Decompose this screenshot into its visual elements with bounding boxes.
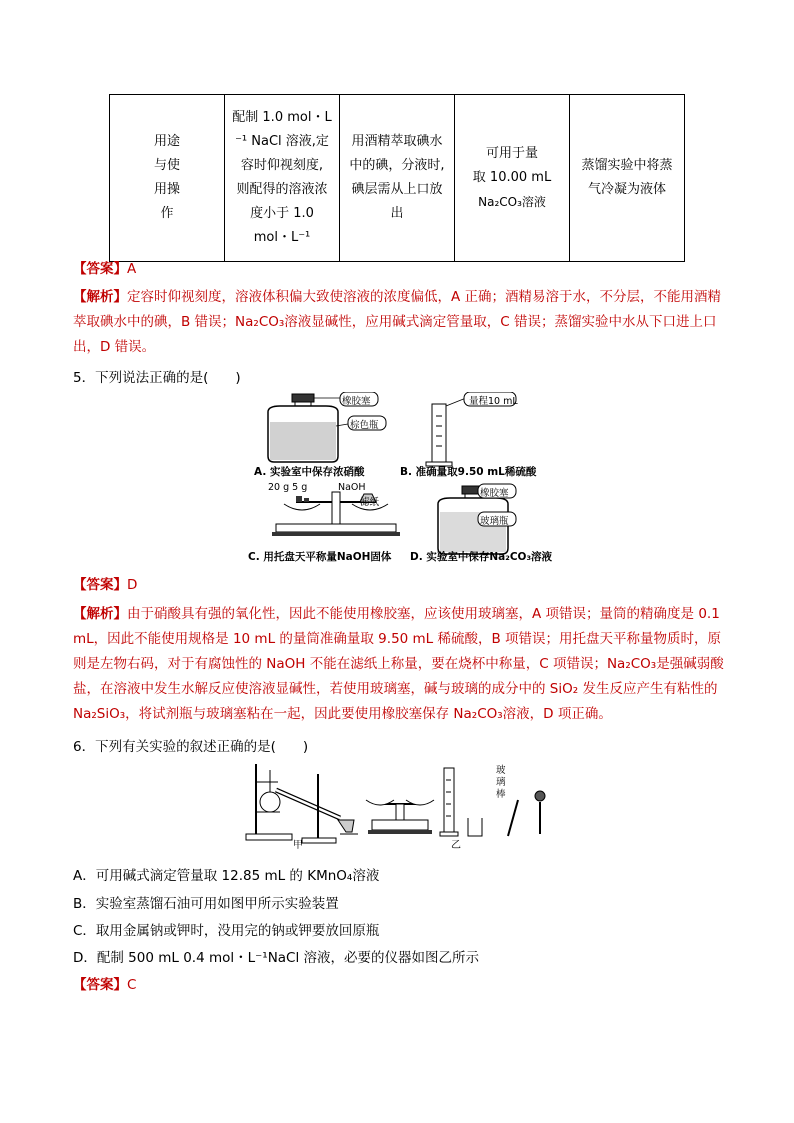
label-brown-bottle: 棕色瓶	[350, 420, 379, 431]
cell-line: 取 10.00 mL	[472, 170, 552, 185]
cell-line: 可用于量	[485, 146, 538, 161]
q6-figure	[240, 760, 560, 850]
table-cell-c	[455, 95, 570, 262]
cell-line: 蒸馏实验中将蒸	[581, 158, 673, 173]
label-naoh: NaOH	[338, 482, 366, 493]
label-jia: 甲	[293, 840, 303, 851]
cell-line: 容时仰视刻度,	[240, 158, 324, 173]
cell-line: ⁻¹ NaCl 溶液,定	[235, 134, 329, 149]
answer-value: C	[127, 977, 137, 993]
table-cell-usage	[110, 95, 225, 262]
balance-icon	[366, 800, 434, 834]
caption-b: B. 准确量取9.50 mL稀硫酸	[400, 466, 537, 478]
q5-stem: 5．下列说法正确的是( )	[73, 370, 241, 386]
caption-d: D. 实验室中保存Na₂CO₃溶液	[410, 551, 553, 563]
q5-answer	[73, 575, 137, 595]
label-rubber-stopper: 橡胶塞	[342, 396, 371, 407]
glass-rod-icon	[508, 800, 518, 836]
cell-line: 用酒精萃取碘水	[351, 134, 443, 149]
q4-analysis	[73, 285, 733, 360]
table-cell-d	[570, 95, 685, 262]
q5-figure	[240, 392, 560, 570]
caption-c: C. 用托盘天平称量NaOH固体	[248, 551, 392, 563]
analysis-text: 由于硝酸具有强的氧化性，因此不能使用橡胶塞，应该使用玻璃塞，A 项错误；量筒的精确度是 0.1 mL，因此不能使用规格是 10 mL 的量筒准确量取 9.50 mL 稀硫酸，B 项错误；用托盘天平称量物质时，原则是左物右码，对于有腐蚀性的 NaOH 不能在滤纸上称量，要在烧杯中称量，C 项错误；Na₂CO₃是强碱弱酸盐，在溶液中发生水解反应使溶液显碱性，若使用玻璃塞，碱与玻璃的成分中的 SiO₂ 发生反应产生有粘性的 Na₂SiO₃，将试剂瓶与玻璃塞粘在一起，因此要使用橡胶塞保存 Na₂CO₃溶液，D 项正确。	[73, 606, 724, 722]
cell-line: 出	[390, 206, 404, 221]
brown-bottle-icon	[268, 394, 338, 462]
answer-value: A	[127, 261, 137, 277]
q6-stem: 6．下列有关实验的叙述正确的是( )	[73, 739, 309, 755]
balance-icon	[272, 492, 400, 536]
label-yi: 乙	[451, 840, 461, 851]
option-table	[109, 94, 685, 262]
caption-a: A. 实验室中保存浓硝酸	[254, 466, 365, 478]
q6-option-c: C．取用金属钠或钾时，没用完的钠或钾要放回原瓶	[73, 923, 380, 939]
cell-line: 配制 1.0 mol・L	[232, 110, 332, 125]
label-rubber-stopper-d: 橡胶塞	[480, 488, 509, 499]
beaker-icon	[468, 818, 482, 836]
q4-answer	[73, 259, 136, 279]
cell-line: 则配得的溶液浓	[236, 182, 328, 197]
label-char: 璃	[496, 777, 506, 788]
cell-line: 中的碘，分液时,	[349, 158, 445, 173]
cell-line: 与使	[153, 158, 180, 173]
measuring-cylinder-icon	[440, 768, 458, 836]
cell-line: mol・L⁻¹	[253, 230, 311, 245]
answer-value: D	[127, 577, 138, 593]
cell-line: 气冷凝为液体	[587, 182, 666, 197]
answer-tag: 【答案】	[73, 261, 127, 277]
label-char: 棒	[496, 789, 506, 800]
cell-line: 碘层需从上口放	[351, 182, 443, 197]
label-char: 玻	[496, 765, 506, 776]
label-glass-rod	[496, 765, 506, 801]
table-cell-b	[340, 95, 455, 262]
q6-option-b: B．实验室蒸馏石油可用如图甲所示实验装置	[73, 896, 339, 912]
measuring-cylinder-icon	[426, 404, 452, 466]
dropper-icon	[535, 791, 545, 834]
q6-option-d: D．配制 500 mL 0.4 mol・L⁻¹NaCl 溶液，必要的仪器如图乙所示	[73, 950, 480, 966]
q5-analysis	[73, 602, 733, 727]
label-range: 量程10 mL	[469, 396, 518, 407]
distillation-apparatus-icon	[246, 764, 358, 843]
cell-line: Na₂CO₃溶液	[478, 195, 546, 209]
table-cell-a	[225, 95, 340, 262]
label-weights: 20 g 5 g	[268, 482, 308, 493]
cell-line: 用操	[153, 182, 180, 197]
cell-line: 用途	[153, 134, 180, 149]
label-filter-paper: 滤纸	[360, 497, 380, 508]
answer-tag: 【答案】	[73, 977, 127, 993]
label-glass-bottle: 玻璃瓶	[480, 516, 509, 527]
q6-option-a: A．可用碱式滴定管量取 12.85 mL 的 KMnO₄溶液	[73, 868, 380, 884]
cell-line: 作	[160, 206, 174, 221]
analysis-tag: 【解析】	[73, 289, 127, 305]
cell-line: 度小于 1.0	[250, 206, 314, 221]
q6-answer	[73, 975, 136, 995]
analysis-text: 定容时仰视刻度，溶液体积偏大致使溶液的浓度偏低，A 正确；酒精易溶于水，不分层，不能用酒精萃取碘水中的碘，B 错误；Na₂CO₃溶液显碱性，应用碱式滴定管量取，C 错误；蒸馏实验中水从下口进上口出，D 错误。	[73, 289, 722, 355]
analysis-tag: 【解析】	[73, 606, 127, 622]
answer-tag: 【答案】	[73, 577, 127, 593]
